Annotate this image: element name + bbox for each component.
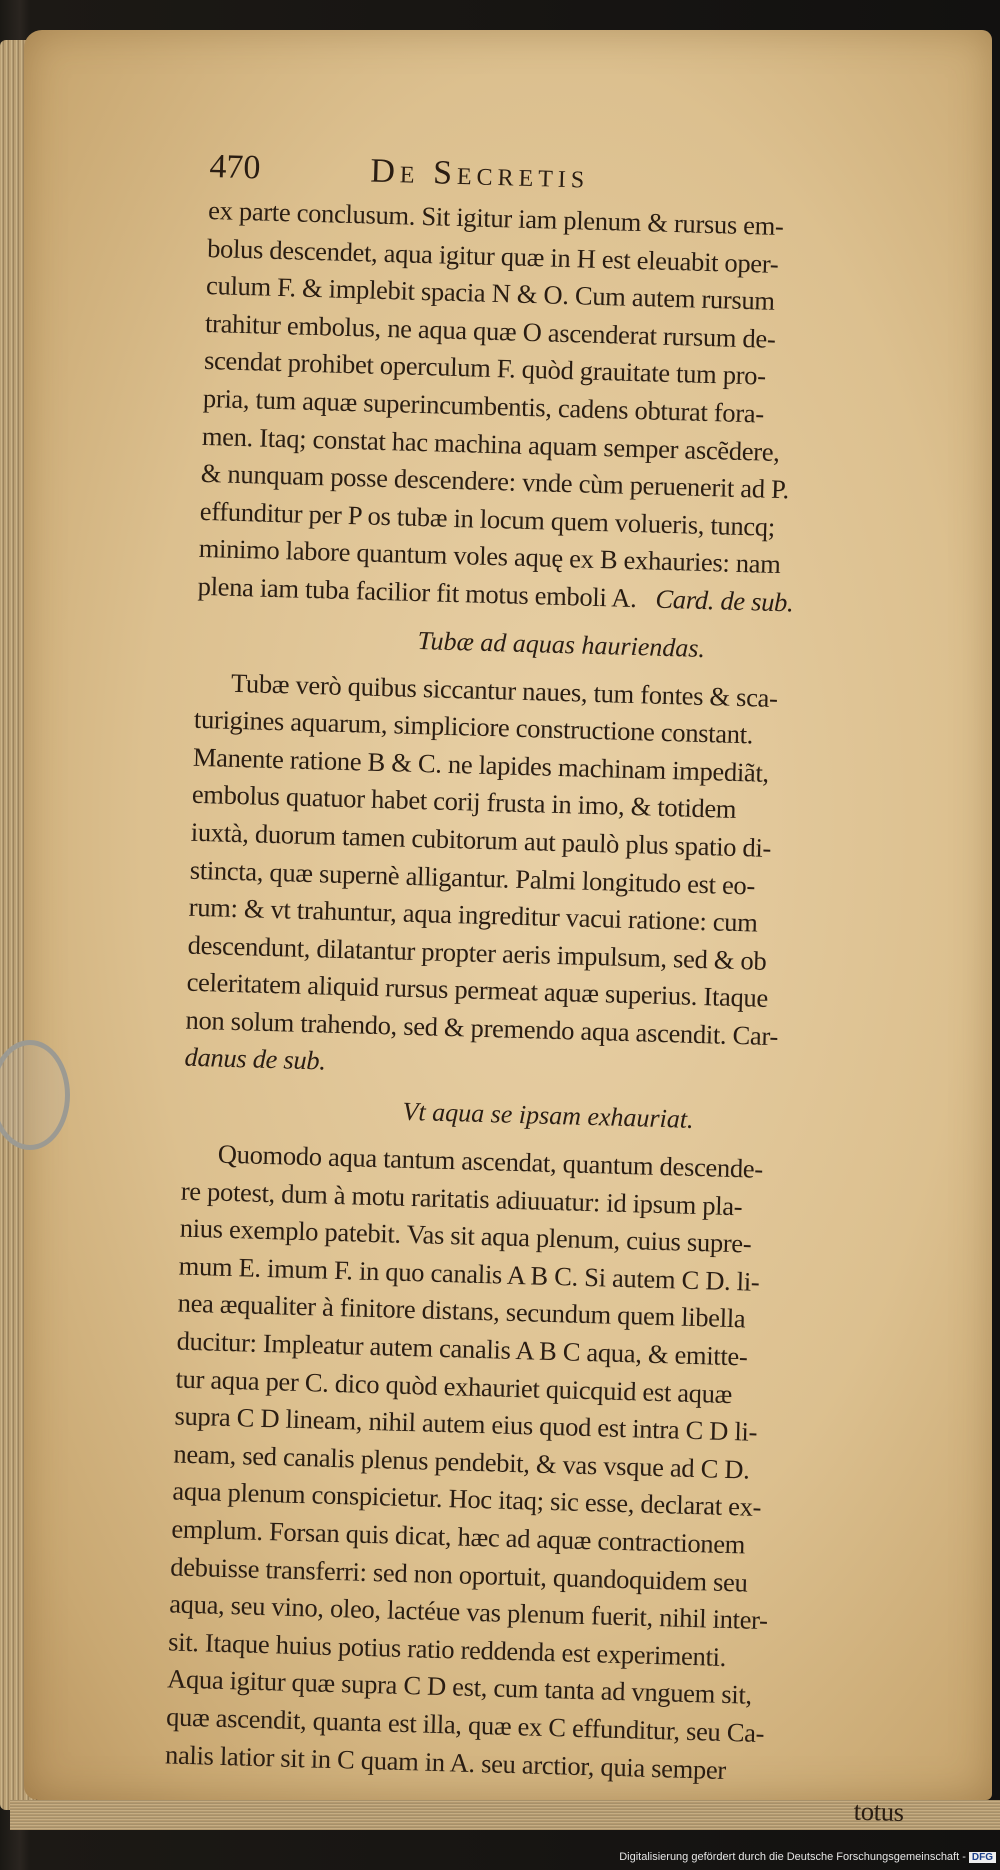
catchword: totus	[853, 1795, 905, 1828]
text-line: iuxtà, duorum tamen cubitorum aut paulò plus spatio di-	[190, 816, 772, 863]
section-1	[197, 192, 958, 626]
text-line: quæ ascendit, quanta est illa, quæ ex C effunditur, seu Ca-	[165, 1701, 765, 1749]
text-line: descendunt, dilatantur propter aeris impulsum, sed & ob	[187, 929, 767, 976]
text-line: ducitur: Impleatur autem canalis A B C aqua, & emitte-	[176, 1325, 748, 1372]
text-line: men. Itaq; constat hac machina aquam semper ascẽdere,	[201, 420, 781, 467]
dfg-logo: DFG	[969, 1852, 996, 1863]
text-line: aqua, seu vino, oleo, lactéue vas plenum fuerit, nihil inter-	[168, 1588, 769, 1636]
text-line: pria, tum aquæ superincumbentis, cadens obturat fora-	[202, 382, 765, 429]
text-line: stincta, quæ supernè alligantur. Palmi longitudo est eo-	[189, 854, 756, 900]
text-line: scendat prohibet operculum F. quòd grauitate tum pro-	[203, 345, 767, 391]
text-line: danus de sub.	[184, 1042, 327, 1077]
text-line: effunditur per P os tubæ in locum quem volueris, tuncq;	[199, 495, 776, 542]
text-line: nea æqualiter à finitore distans, secundum quem libella	[177, 1287, 746, 1334]
section-2	[184, 663, 945, 1097]
text-line: Manente ratione B & C. ne lapides machinam impediãt,	[192, 741, 770, 788]
digitization-credit	[619, 1851, 996, 1863]
text-line: celeritatem aliquid rursus permeat aquæ superius. Itaque	[186, 966, 769, 1014]
credit-text: Digitalisierung gefördert durch die Deutsche Forschungsgemeinschaft -	[619, 1851, 966, 1863]
marginal-citation: Card. de sub.	[655, 583, 794, 618]
text-line: & nunquam posse descendere: vnde cùm peruenerit ad P.	[200, 458, 790, 505]
text-line: minimo labore quantum voles aquę ex B exhauries: nam	[198, 533, 781, 580]
section-3	[164, 1135, 933, 1832]
text-line: trahitur embolus, ne aqua quæ O ascenderat rursum de-	[204, 307, 776, 354]
section-heading-vt-aqua: Vt aqua se ipsam exhauriat.	[402, 1096, 694, 1134]
text-line: turigines aquarum, simpliciore constructione constant.	[193, 703, 754, 750]
text-line: aqua plenum conspicietur. Hoc itaq; sic esse, declarat ex-	[172, 1475, 762, 1523]
text-line: debuisse transferri: sed non oportuit, quandoquidem seu	[169, 1551, 749, 1598]
text-line: re potest, dum à motu raritatis adiuuatur: id ipsum pla-	[180, 1175, 743, 1221]
page-number: 470	[208, 148, 261, 187]
text-line: mum E. imum F. in quo canalis A B C. Si autem C D. li-	[178, 1250, 760, 1297]
text-line: nalis latior sit in C quam in A. seu arctior, quia semper	[164, 1738, 727, 1785]
text-line: nius exemplo patebit. Vas sit aqua plenum, cuius supre-	[179, 1212, 752, 1259]
text-line: Quomodo aqua tantum ascendat, quantum descende-	[217, 1138, 764, 1184]
text-line-content: plena iam tuba facilior fit motus emboli A.	[197, 570, 638, 614]
text-line: emplum. Forsan quis dicat, hæc ad aquæ contractionem	[171, 1513, 746, 1560]
text-line: culum F. & implebit spacia N & O. Cum autem rursum	[205, 270, 776, 317]
text-line: tur aqua per C. dico quòd exhauriet quicquid est aquæ	[175, 1363, 733, 1409]
text-line: sit. Itaque huius potius ratio reddenda est experimenti.	[167, 1626, 727, 1672]
text-line: Aqua igitur quæ supra C D est, cum tanta ad vnguem sit,	[166, 1663, 753, 1711]
text-line: ex parte conclusum. Sit igitur iam plenum & rursus em-	[207, 194, 784, 242]
page-text	[164, 148, 960, 1832]
text-line: Tubæ verò quibus siccantur naues, tum fontes & sca-	[230, 667, 779, 713]
text-line: rum: & vt trahuntur, aqua ingreditur vacui ratione: cum	[188, 891, 758, 938]
text-line: embolus quatuor habet corij frusta in imo, & totidem	[191, 779, 737, 825]
text-line: non solum trahendo, sed & premendo aqua ascendit. Car-	[185, 1004, 779, 1052]
section-heading-tubae: Tubæ ad aquas hauriendas.	[417, 625, 706, 663]
text-line: neam, sed canalis plenus pendebit, & vas vsque ad C D.	[173, 1438, 750, 1485]
running-head: De Secretis	[369, 152, 590, 196]
text-line: supra C D lineam, nihil autem eius quod est intra C D li-	[174, 1400, 758, 1447]
text-line: bolus descendet, aqua igitur quæ in H est eleuabit oper-	[206, 232, 779, 279]
